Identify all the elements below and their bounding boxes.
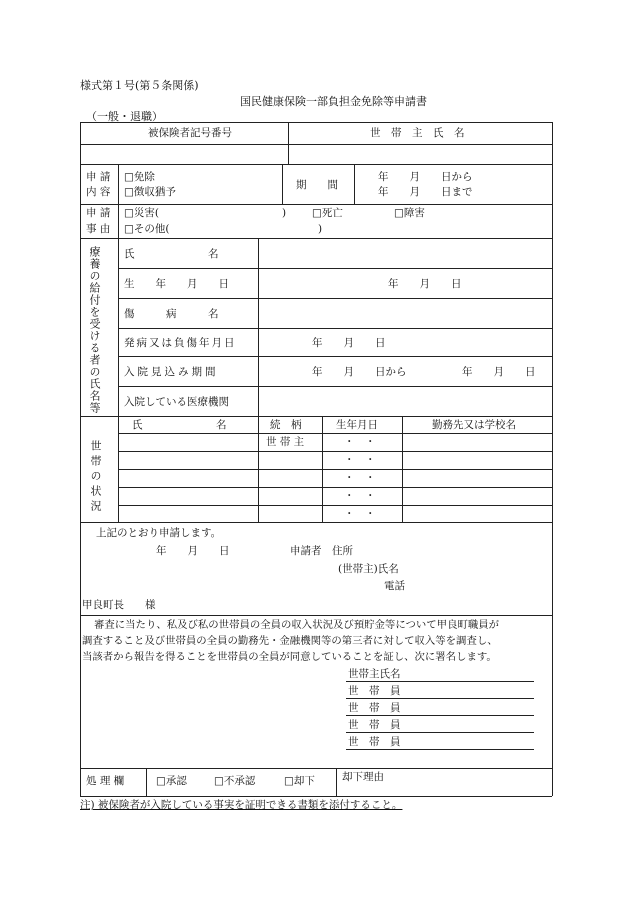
request-content-label-2: 内 容 xyxy=(86,186,111,198)
request-reason-label-2: 事 由 xyxy=(86,223,111,235)
applicant-name-label: (世帯主)氏名 xyxy=(338,563,399,575)
insured-number-field[interactable] xyxy=(81,145,287,163)
exemption-checkbox[interactable]: □免除 xyxy=(124,171,155,183)
reject-checkbox[interactable]: □却下 xyxy=(284,775,315,787)
consent-text-line: 審査に当たり、私及び私の世帯員の全員の収入状況及び預貯金等について甲良町職員が xyxy=(94,619,500,631)
application-statement: 上記のとおり申請します。 xyxy=(96,527,222,539)
attachment-note: 注) 被保険者が入院している事実を証明できる書類を添付すること。 xyxy=(80,799,403,811)
injury-name-field[interactable] xyxy=(259,299,551,327)
disapprove-checkbox[interactable]: □不承認 xyxy=(214,775,256,787)
medical-facility-field[interactable] xyxy=(259,387,551,415)
insured-number-label: 被保険者記号番号 xyxy=(148,127,232,139)
applicant-phone-label: 電話 xyxy=(384,580,405,592)
signature-line[interactable] xyxy=(346,715,534,716)
consent-text-line: 当該者から報告を得ることを世帯員の全員が同意していることを証し、次に署名します。 xyxy=(82,651,497,663)
consent-text-line: 調査すること及び世帯員の全員の勤務先・金融機関等の第三者に対して収入等を調査し、 xyxy=(82,635,498,647)
birth-date-value[interactable]: 年 月 日 xyxy=(388,278,462,290)
signature-member-label: 世 帯 員 xyxy=(348,702,401,714)
onset-date-label: 発病又は負傷年月日 xyxy=(124,337,237,349)
period-label: 期 間 xyxy=(296,179,338,191)
signature-line[interactable] xyxy=(346,732,534,733)
patient-name-field[interactable] xyxy=(259,239,551,267)
other-paren-close: ) xyxy=(318,223,323,235)
disaster-checkbox[interactable]: □災害( xyxy=(124,207,160,219)
application-date[interactable]: 年 月 日 xyxy=(156,545,230,557)
request-reason-label-1: 申 請 xyxy=(86,207,111,219)
death-checkbox[interactable]: □死亡 xyxy=(312,207,343,219)
household-row-birth[interactable]: ・ ・ xyxy=(344,436,376,448)
period-to: 年 月 日まで xyxy=(378,186,473,198)
injury-name-label: 傷 病 名 xyxy=(124,308,219,320)
signature-member-label: 世 帯 員 xyxy=(348,719,401,731)
disaster-paren-close: ) xyxy=(282,207,287,219)
household-col-name: 氏 名 xyxy=(132,419,227,431)
processing-label: 処 理 欄 xyxy=(86,775,125,787)
reject-reason-label: 却下理由 xyxy=(342,771,384,783)
hospitalization-from[interactable]: 年 月 日から xyxy=(312,366,407,378)
household-row-birth[interactable]: ・ ・ xyxy=(344,490,376,502)
collection-deferral-checkbox[interactable]: □徴収猶予 xyxy=(124,186,176,198)
patient-name-label: 氏 名 xyxy=(124,248,219,260)
signature-head-label: 世帯主氏名 xyxy=(348,668,401,680)
period-from: 年 月 日から xyxy=(378,171,473,183)
mayor-addressee: 甲良町長 様 xyxy=(82,599,156,611)
applicant-address-label: 申請者 住所 xyxy=(290,545,353,557)
household-row-relation: 世 帯 主 xyxy=(266,436,305,448)
household-row-birth[interactable]: ・ ・ xyxy=(344,508,376,520)
disability-checkbox[interactable]: □障害 xyxy=(394,207,425,219)
signature-member-label: 世 帯 員 xyxy=(348,685,401,697)
signature-line[interactable] xyxy=(346,681,534,682)
signature-line[interactable] xyxy=(346,698,534,699)
hospitalization-period-label: 入院見込み期間 xyxy=(124,366,219,378)
approve-checkbox[interactable]: □承認 xyxy=(156,775,187,787)
signature-line[interactable] xyxy=(346,749,534,750)
hospitalization-to[interactable]: 年 月 日 xyxy=(462,366,536,378)
patient-section-label: 療養の給付を受ける者の氏名等 xyxy=(88,246,101,414)
household-head-name-field[interactable] xyxy=(289,145,551,163)
form-category: （一般・退職） xyxy=(86,110,163,123)
form-number: 様式第１号(第５条関係) xyxy=(80,79,199,92)
onset-date-value[interactable]: 年 月 日 xyxy=(312,337,386,349)
household-row-birth[interactable]: ・ ・ xyxy=(344,454,376,466)
request-content-label-1: 申 請 xyxy=(86,171,111,183)
household-col-relation: 続 柄 xyxy=(270,419,302,431)
household-col-birth: 生年月日 xyxy=(336,419,378,431)
birth-date-label: 生 年 月 日 xyxy=(124,278,229,290)
household-section-label: 世帯の状況 xyxy=(89,440,102,515)
medical-facility-label: 入院している医療機関 xyxy=(124,396,229,408)
household-row-birth[interactable]: ・ ・ xyxy=(344,472,376,484)
other-reason-checkbox[interactable]: □その他( xyxy=(124,223,170,235)
household-col-work: 勤務先又は学校名 xyxy=(432,419,516,431)
signature-member-label: 世 帯 員 xyxy=(348,736,401,748)
form-title: 国民健康保険一部負担金免除等申請書 xyxy=(240,95,427,108)
household-head-name-label: 世 帯 主 氏 名 xyxy=(370,127,465,139)
